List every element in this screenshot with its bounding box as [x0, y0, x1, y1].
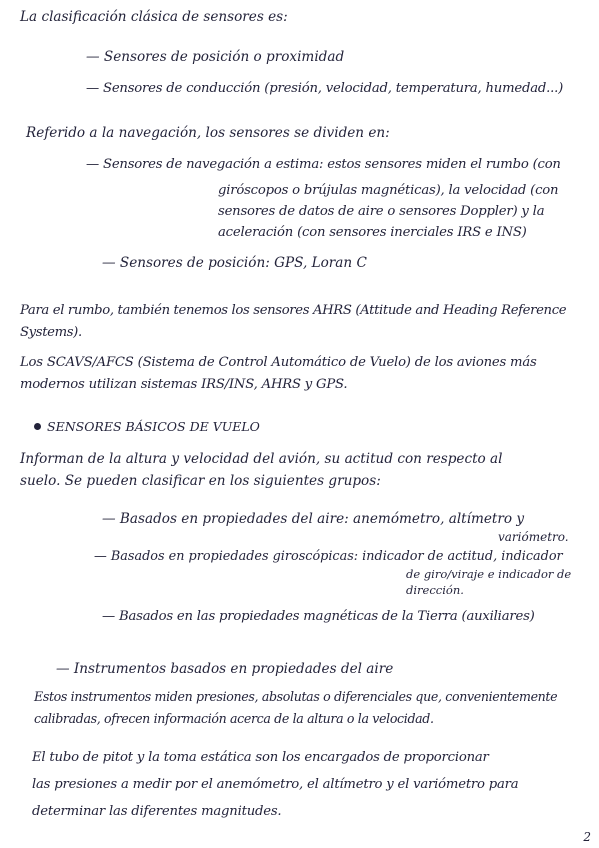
basic-sensors-paragraph: Informan de la altura y velocidad del avión, su actitud con respecto al suelo. Se pueden clasificar en los siguientes grupos: — [20, 451, 503, 489]
afcs-paragraph: Los SCAVS/AFCS (Sistema de Control Automático de Vuelo) de los aviones más modernos utilizan sistemas IRS/INS, AHRS y GPS. — [20, 355, 537, 392]
ahrs-paragraph: Para el rumbo, también tenemos los sensores AHRS (Attitude and Heading Reference Systems). — [20, 303, 567, 340]
page-number: 2 — [583, 830, 591, 844]
pitot-paragraph: El tubo de pitot y la toma estática son los encargados de proporcionar las presiones a medir por el anemómetro, el altímetro y el variómetro para determinar las diferentes magnitudes. — [32, 750, 519, 819]
list-item-air-properties: — Basados en propiedades del aire: anemómetro, altímetro y variómetro. — [102, 511, 569, 544]
subheading-air-instruments: — Instrumentos basados en propiedades del aire — [56, 661, 394, 677]
list-item-position-nav-sensors: — Sensores de posición: GPS, Loran C — [102, 255, 367, 271]
list-item-magnetic: — Basados en las propiedades magnéticas de la Tierra (auxiliares) — [102, 609, 535, 624]
intro-line: La clasificación clásica de sensores es: — [20, 9, 288, 25]
air-instruments-paragraph: Estos instrumentos miden presiones, absolutas o diferenciales que, convenientemente calibradas, ofrecen información acerca de la altura o la velocidad. — [34, 689, 558, 726]
list-item-position-sensors: — Sensores de posición o proximidad — [86, 49, 345, 65]
list-item-dead-reckoning: — Sensores de navegación a estima: estos sensores miden el rumbo (con — [86, 157, 561, 172]
list-item-conduction-sensors: — Sensores de conducción (presión, velocidad, temperatura, humedad...) — [86, 81, 564, 96]
navigation-intro: Referido a la navegación, los sensores se dividen en: — [26, 125, 390, 141]
dead-reckoning-continuation: giróscopos o brújulas magnéticas), la velocidad (con sensores de datos de aire o sensores Doppler) y la aceleración (con sensores inerciales IRS e INS) — [218, 183, 559, 240]
section-heading: SENSORES BÁSICOS DE VUELO — [34, 418, 260, 436]
list-item-gyroscopic: — Basados en propiedades giroscópicas: indicador de actitud, indicador de giro/viraje e indicador de dirección. — [94, 549, 572, 597]
